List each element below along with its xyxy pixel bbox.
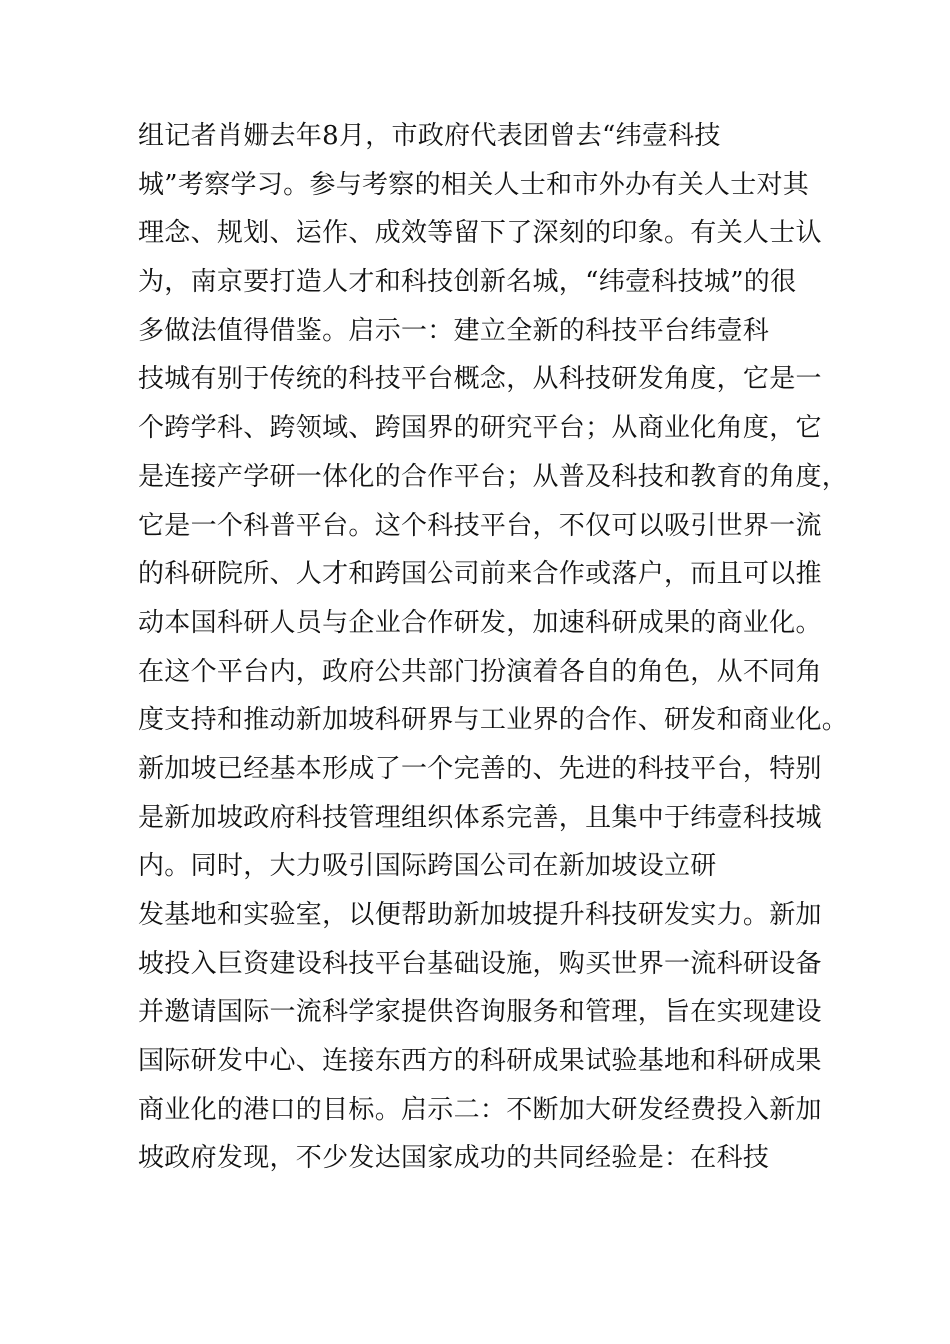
text-line-12: 在这个平台内，政府公共部门扮演着各自的角色，从不同角 — [138, 656, 822, 687]
text-line-20: 国际研发中心、连接东西方的科研成果试验基地和科研成果 — [138, 1046, 822, 1077]
body-text — [138, 112, 849, 1183]
text-line-13: 度支持和推动新加坡科研界与工业界的合作、研发和商业化。 — [138, 705, 849, 736]
text-line-16: 内。同时，大力吸引国际跨国公司在新加坡设立研 — [138, 851, 717, 882]
text-line-6: 技城有别于传统的科技平台概念，从科技研发角度，它是一 — [138, 364, 822, 395]
text-line-17: 发基地和实验室，以便帮助新加坡提升科技研发实力。新加 — [138, 900, 822, 930]
text-line-18: 坡投入巨资建设科技平台基础设施，购买世界一流科研设备 — [138, 948, 822, 979]
text-line-22: 坡政府发现，不少发达国家成功的共同经验是：在科技 — [138, 1143, 770, 1174]
text-line-14: 新加坡已经基本形成了一个完善的、先进的科技平台，特别 — [138, 753, 822, 784]
text-line-2: 城”考察学习。参与考察的相关人士和市外办有关人士对其 — [138, 169, 810, 200]
text-line-15: 是新加坡政府科技管理组织体系完善，且集中于纬壹科技城 — [138, 802, 822, 833]
text-line-4: 为，南京要打造人才和科技创新名城，“纬壹科技城”的很 — [138, 267, 797, 298]
text-line-19: 并邀请国际一流科学家提供咨询服务和管理，旨在实现建设 — [138, 997, 822, 1028]
text-line-7: 个跨学科、跨领域、跨国界的研究平台；从商业化角度，它 — [138, 413, 822, 444]
text-line-21: 商业化的港口的目标。启示二：不断加大研发经费投入新加 — [138, 1094, 822, 1125]
text-line-9: 它是一个科普平台。这个科技平台，不仅可以吸引世界一流 — [138, 510, 822, 541]
text-line-11: 动本国科研人员与企业合作研发，加速科研成果的商业化。 — [138, 607, 822, 638]
text-line-1: 组记者肖姗去年8月，市政府代表团曾去“纬壹科技 — [138, 121, 721, 151]
text-line-5: 多做法值得借鉴。启示一：建立全新的科技平台纬壹科 — [138, 315, 770, 346]
text-line-3: 理念、规划、运作、成效等留下了深刻的印象。有关人士认 — [138, 218, 822, 249]
text-line-8: 是连接产学研一体化的合作平台；从普及科技和教育的角度， — [138, 461, 849, 492]
text-line-10: 的科研院所、人才和跨国公司前来合作或落户，而且可以推 — [138, 559, 822, 590]
